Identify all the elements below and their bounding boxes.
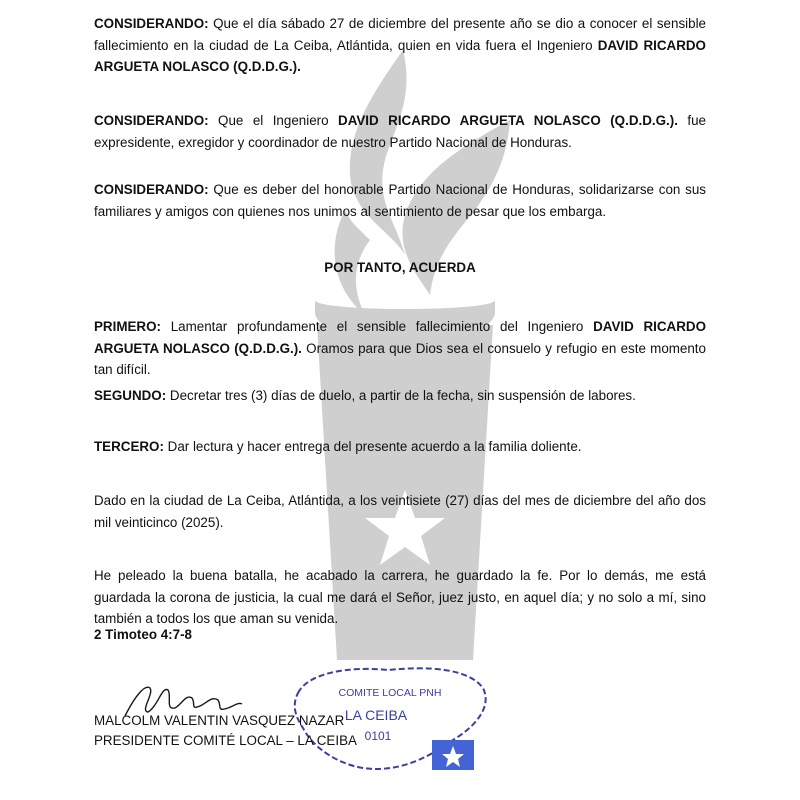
deceased-name: DAVID RICARDO ARGUETA NOLASCO (Q.D.D.G.).: [94, 37, 706, 74]
considerando-1-label: CONSIDERANDO:: [94, 16, 209, 31]
stamp-line2: LA CEIBA: [344, 707, 408, 723]
primero-label: PRIMERO:: [94, 319, 161, 334]
tercero-label: TERCERO:: [94, 439, 164, 454]
verse-reference-text: 2 Timoteo 4:7-8: [94, 627, 192, 642]
signatory-block: [94, 711, 357, 751]
considerando-3-text: Que es deber del honorable Partido Nacional de Honduras, solidarizarse con sus familiares y amigos con quienes nos unimos al sentimiento de pesar que los embarga.: [94, 182, 706, 219]
considerando-3: [94, 179, 706, 222]
considerando-2: [94, 110, 706, 153]
considerando-2-text-b: fue expresidente, exregidor y coordinador de nuestro Partido Nacional de Honduras.: [94, 113, 707, 150]
deceased-name: DAVID RICARDO ARGUETA NOLASCO (Q.D.D.G.).: [338, 113, 678, 128]
tercero: [94, 436, 706, 458]
deceased-name: DAVID RICARDO ARGUETA NOLASCO (Q.D.D.G.).: [94, 319, 706, 356]
resolution-heading: POR TANTO, ACUERDA: [324, 260, 476, 275]
considerando-3-label: CONSIDERANDO:: [94, 182, 209, 197]
party-flag: [404, 726, 502, 784]
tercero-text: Dar lectura y hacer entrega del presente acuerdo a la familia doliente.: [163, 439, 582, 454]
signatory-title: PRESIDENTE COMITÉ LOCAL – LA CEIBA: [94, 733, 357, 748]
primero-text-b: Oramos para que Dios sea el consuelo y refugio en este momento tan difícil.: [94, 340, 706, 377]
stamp-line3: 0101: [364, 729, 392, 743]
verse-reference: [94, 624, 706, 646]
considerando-1-text: Que el día sábado 27 de diciembre del presente año se dio a conocer el sensible fallecimiento en la ciudad de La Ceiba, Atlántida, quien en vida fuera el Ingeniero: [94, 16, 706, 53]
segundo-label: SEGUNDO:: [94, 388, 167, 403]
primero: [94, 316, 706, 381]
considerando-2-text-a: Que el Ingeniero: [208, 113, 339, 128]
signatory-name: MALCOLM VALENTIN VASQUEZ NAZAR: [94, 713, 345, 728]
primero-text-a: Lamentar profundamente el sensible fallecimiento del Ingeniero: [160, 319, 594, 334]
dado-paragraph: Dado en la ciudad de La Ceiba, Atlántida, a los veintisiete (27) días del mes de diciembre del año dos mil veinticinco (2025).: [94, 493, 706, 530]
considerando-2-label: CONSIDERANDO:: [94, 113, 209, 128]
considerando-1: [94, 13, 706, 78]
segundo-text: Decretar tres (3) días de duelo, a partir de la fecha, sin suspensión de labores.: [166, 388, 636, 403]
segundo: [94, 385, 706, 407]
stamp-line1: COMITE LOCAL PNH: [338, 687, 442, 699]
bible-verse: He peleado la buena batalla, he acabado la carrera, he guardado la fe. Por lo demás, me está guardada la corona de justicia, la cual me dará el Señor, juez justo, en aquel día; y no solo a mí, sino también a todos los que aman su venida.: [94, 568, 706, 626]
